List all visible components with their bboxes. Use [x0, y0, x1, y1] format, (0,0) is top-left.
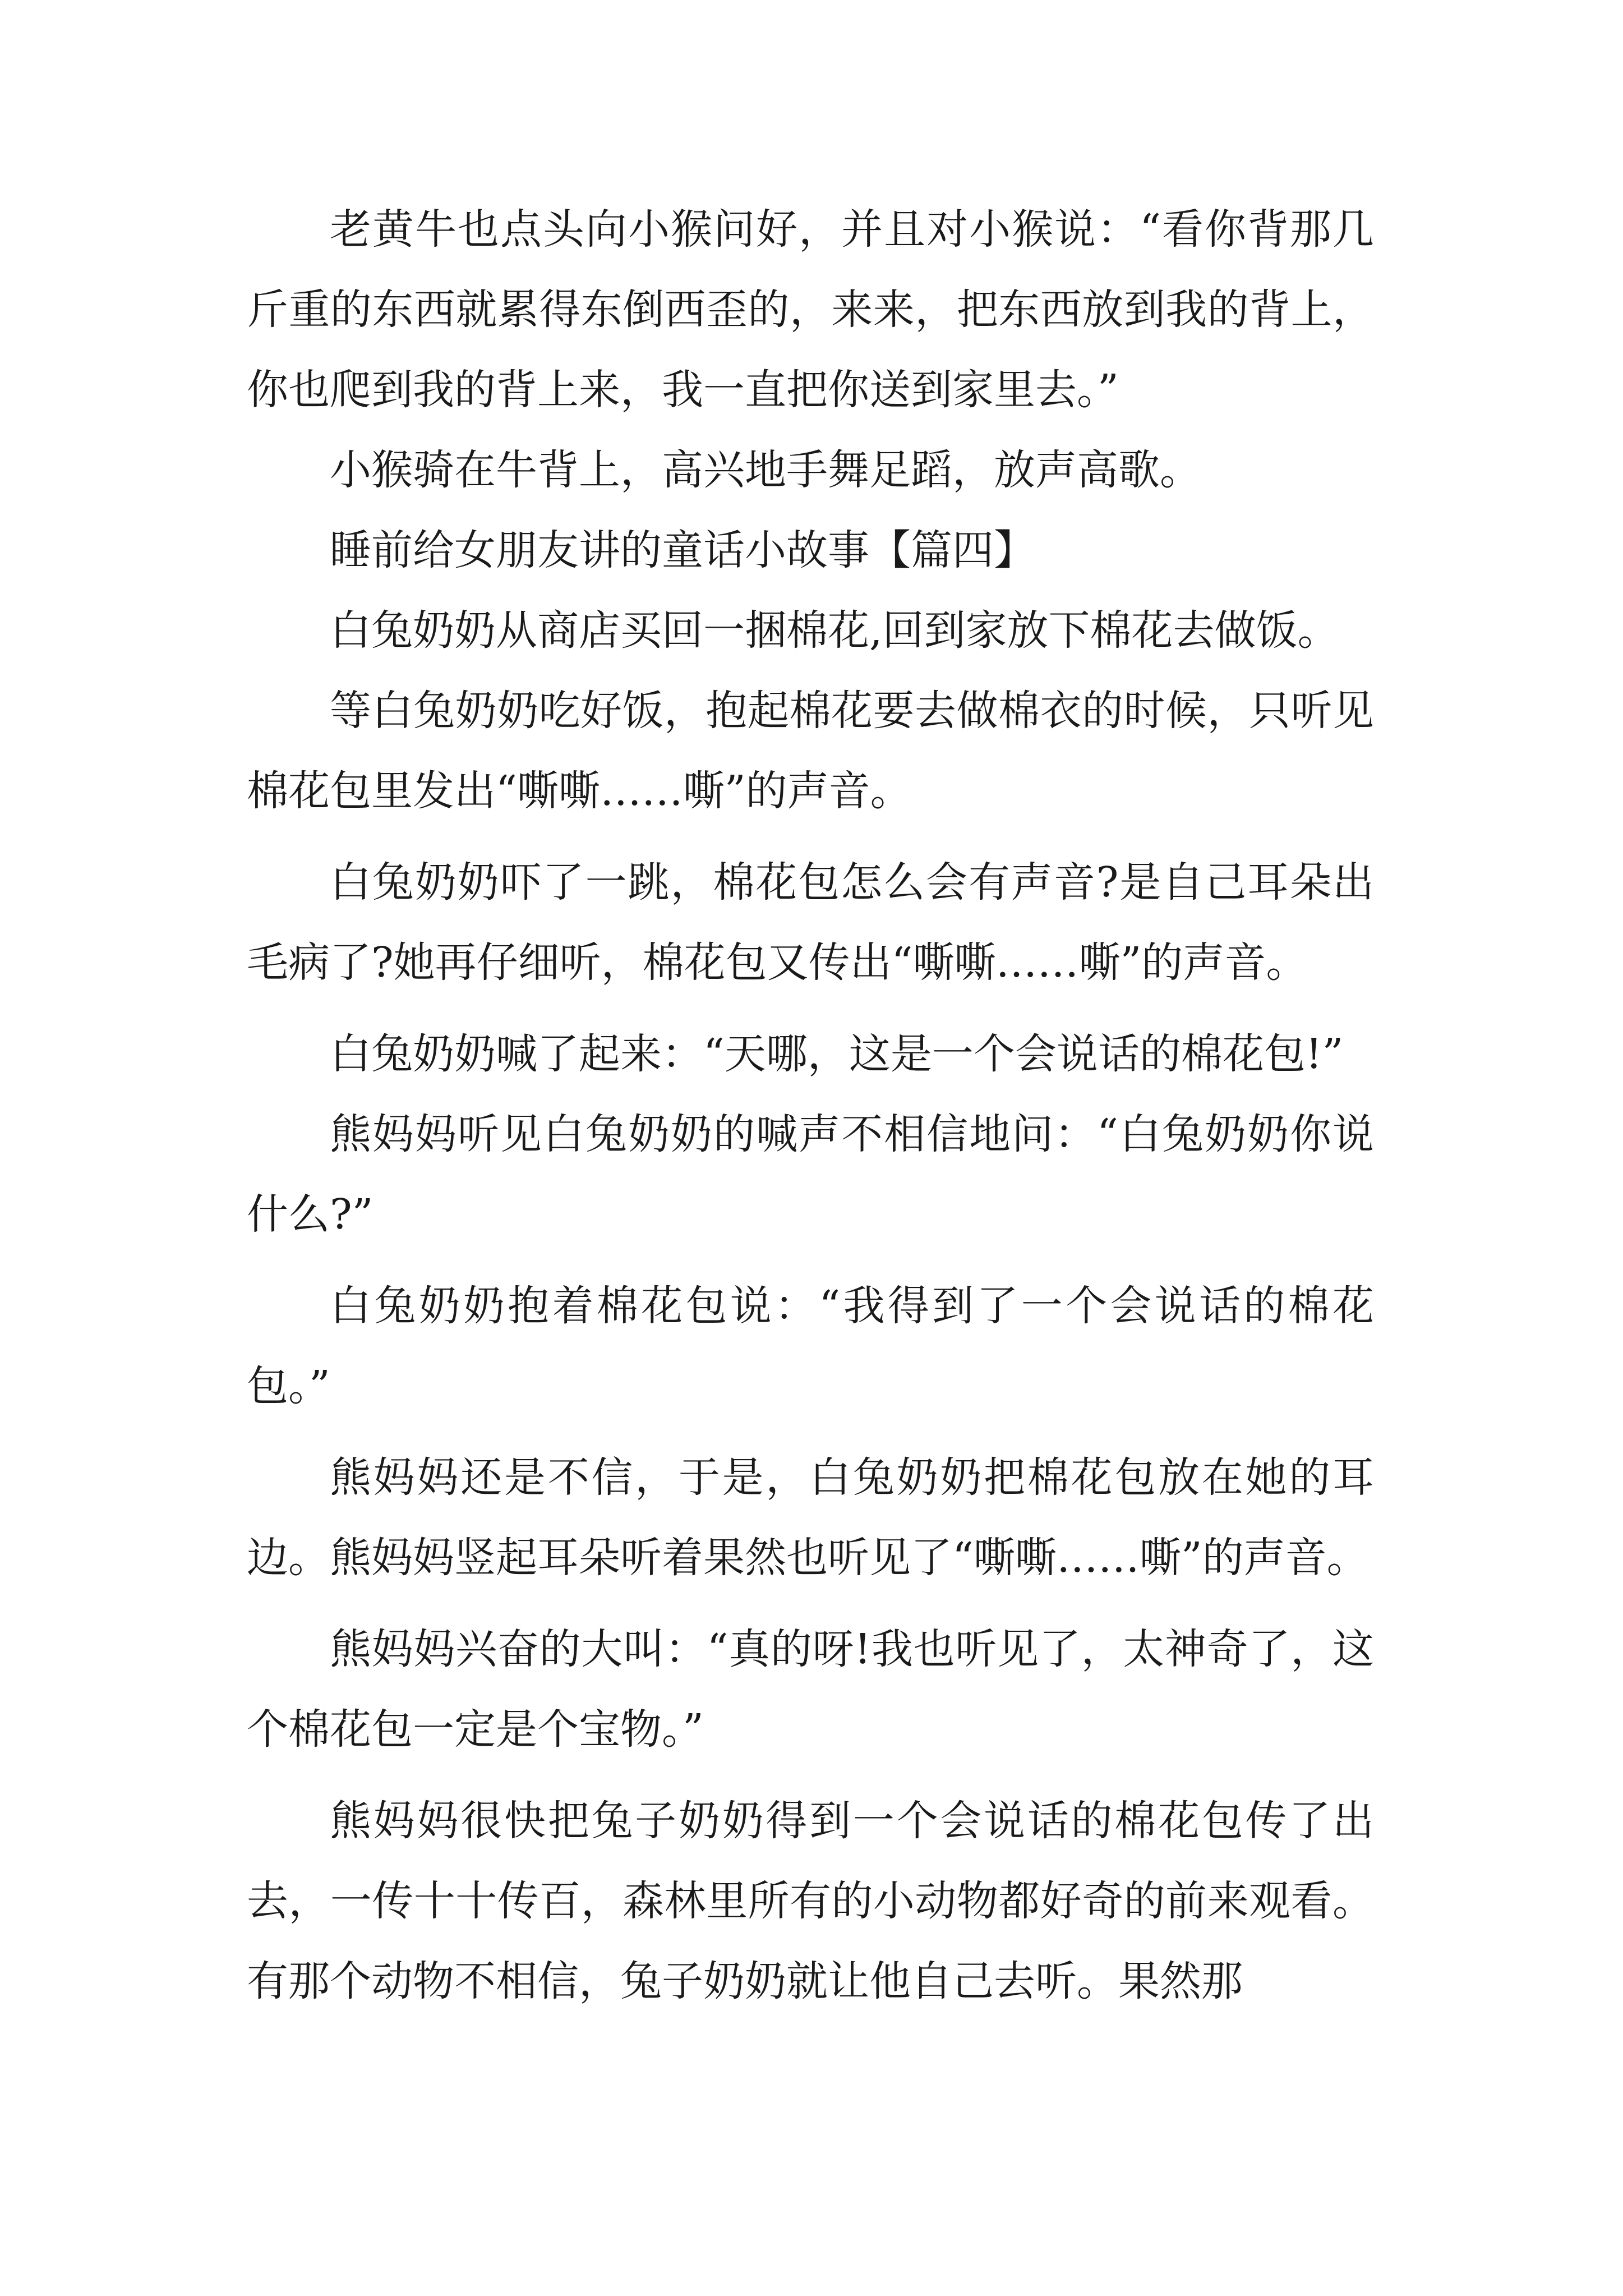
paragraph: 小猴骑在牛背上，高兴地手舞足蹈，放声高歌。: [330, 446, 1201, 494]
paragraph: 白兔奶奶喊了起来：“天哪，这是一个会说话的棉花包!”: [330, 1030, 1344, 1078]
paragraph: 老黄牛也点头向小猴问好，并且对小猴说：“看你背那几斤重的东西就累得东倒西歪的，来来，把东西放到我的背上，你也爬到我的背上来，我一直把你送到家里去。”: [247, 205, 1374, 414]
paragraph: 白兔奶奶抱着棉花包说：“我得到了一个会说话的棉花包。”: [247, 1282, 1374, 1410]
paragraph: 白兔奶奶吓了一跳，棉花包怎么会有声音?是自己耳朵出毛病了?她再仔细听，棉花包又传出“嘶嘶……嘶”的声音。: [247, 858, 1374, 987]
paragraph: 熊妈妈很快把兔子奶奶得到一个会说话的棉花包传了出去，一传十十传百，森林里所有的小动物都好奇的前来观看。有那个动物不相信，兔子奶奶就让他自己去听。果然那: [247, 1797, 1374, 2005]
document-body: [247, 190, 1374, 2022]
paragraph: 等白兔奶奶吃好饭，抱起棉花要去做棉衣的时候，只听见棉花包里发出“嘶嘶……嘶”的声音。: [247, 687, 1374, 815]
section-heading: 睡前给女朋友讲的童话小故事【篇四】: [330, 526, 1035, 574]
paragraph: 熊妈妈兴奋的大叫：“真的呀!我也听见了，太神奇了，这个棉花包一定是个宝物。”: [247, 1625, 1374, 1754]
paragraph: 白兔奶奶从商店买回一捆棉花,回到家放下棉花去做饭。: [330, 606, 1339, 655]
paragraph: 熊妈妈听见白兔奶奶的喊声不相信地问：“白兔奶奶你说什么?”: [247, 1110, 1374, 1239]
paragraph: 熊妈妈还是不信，于是，白兔奶奶把棉花包放在她的耳边。熊妈妈竖起耳朵听着果然也听见了“嘶嘶……嘶”的声音。: [247, 1453, 1374, 1582]
